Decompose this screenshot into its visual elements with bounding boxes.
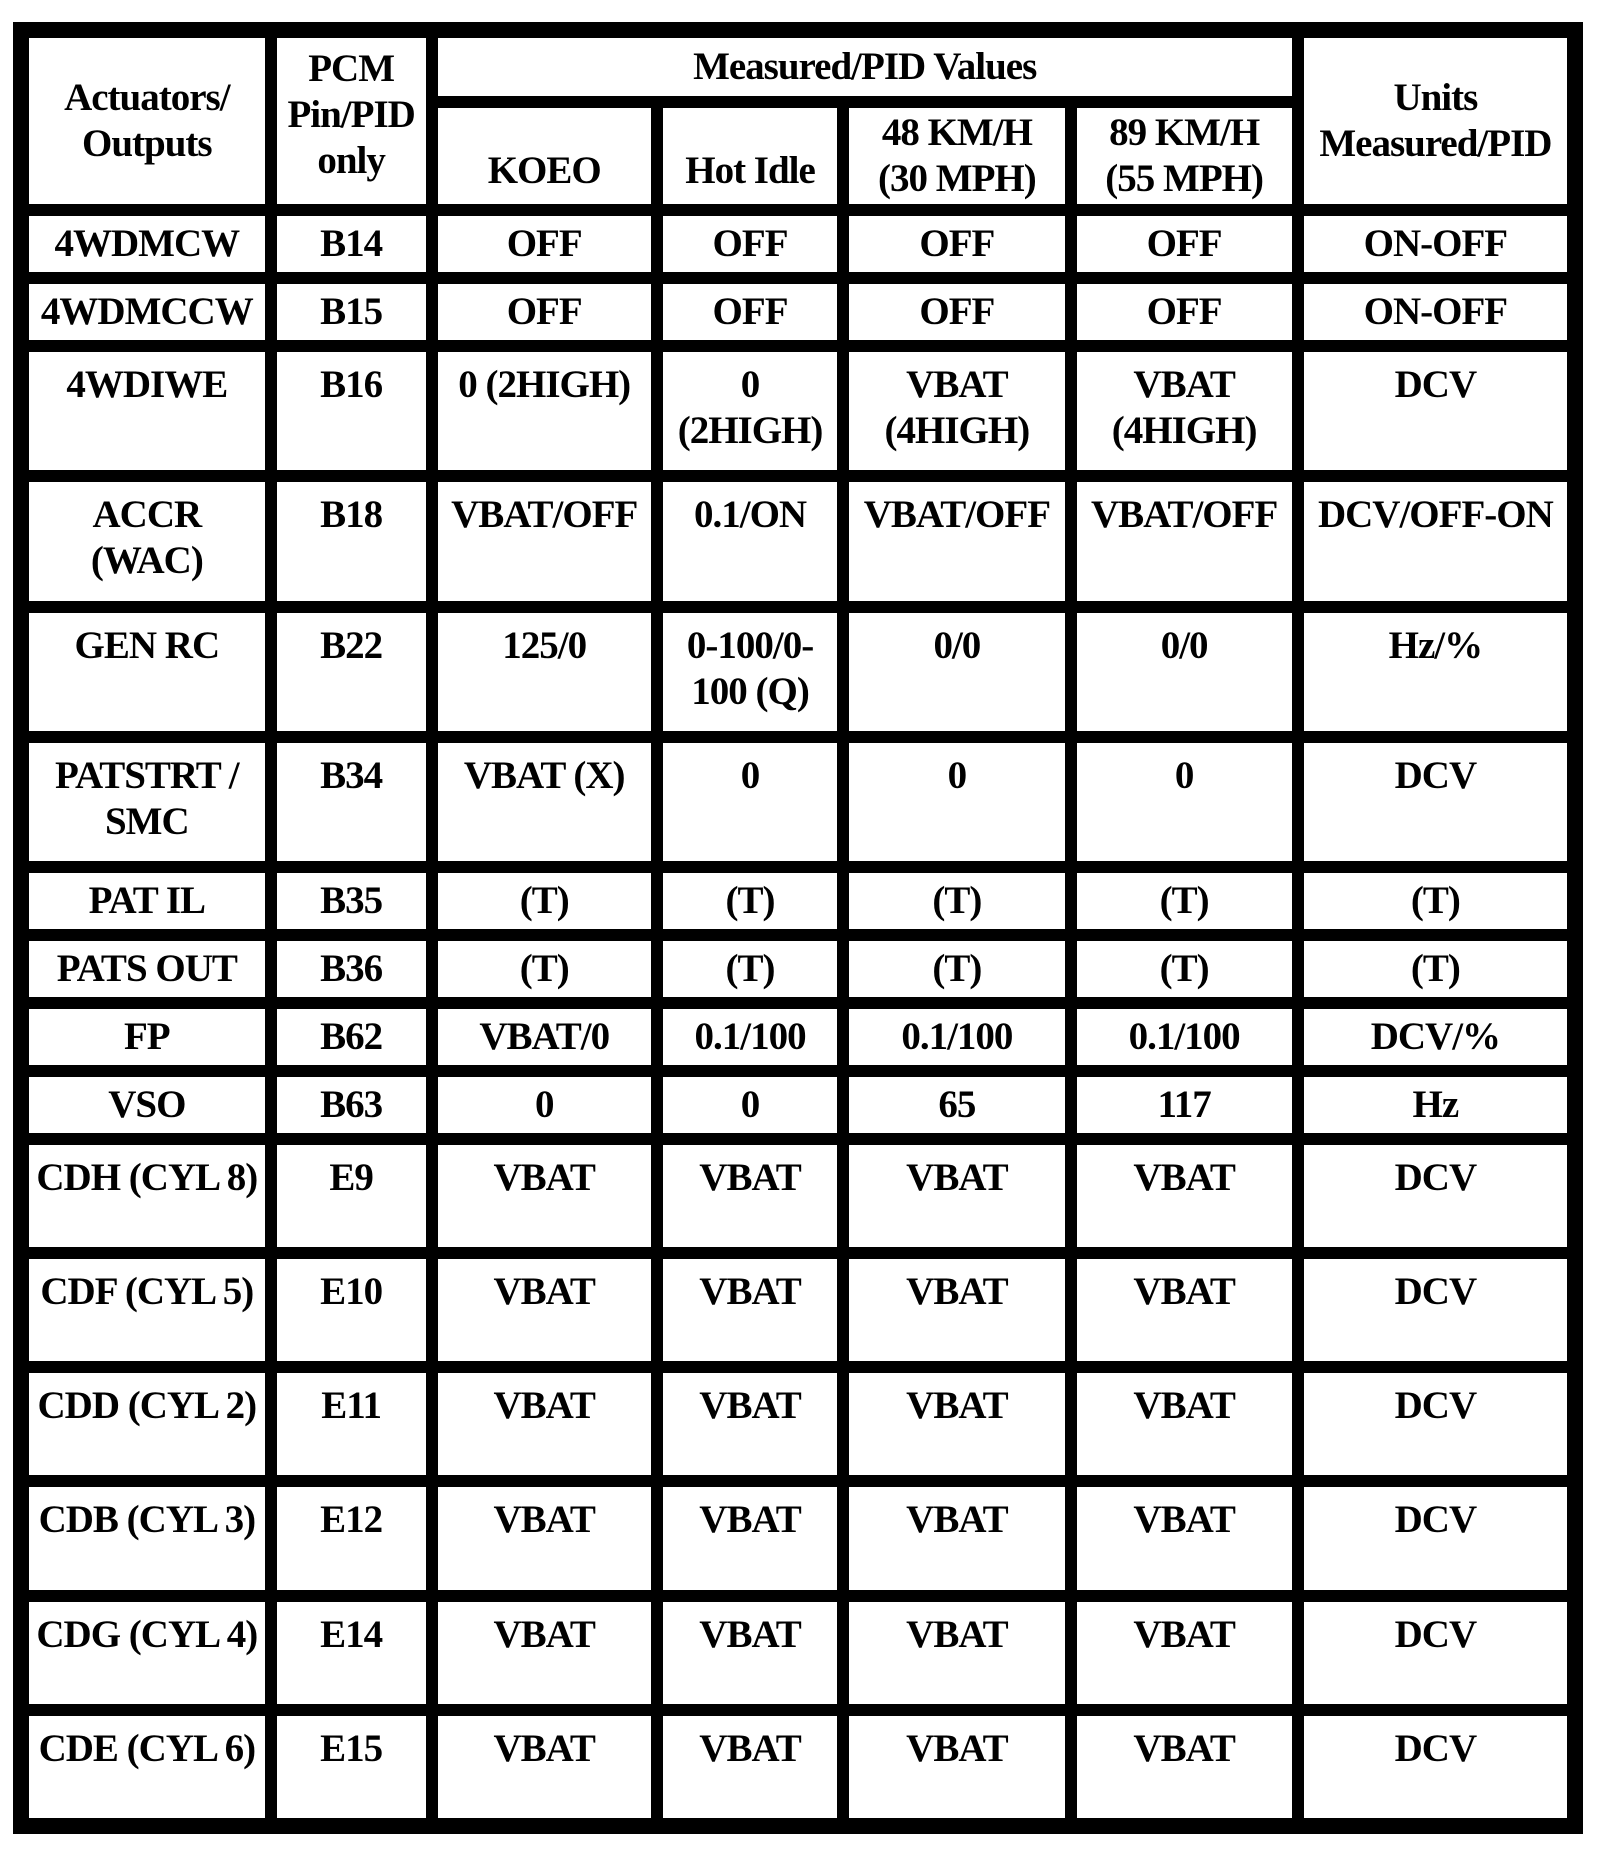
cell-89-kmh: (T)	[1075, 871, 1294, 931]
cell-units: Hz	[1302, 1075, 1569, 1135]
cell-pin: B14	[275, 214, 428, 274]
cell-pin: B62	[275, 1007, 428, 1067]
table-row	[27, 1007, 1569, 1067]
cell-units: DCV	[1302, 1143, 1569, 1249]
header-48-kmh: 48 KM/H (30 MPH)	[847, 106, 1066, 206]
cell-actuator: CDE (CYL 6)	[27, 1714, 267, 1820]
header-pin: PCM Pin/PID only	[275, 36, 428, 206]
table-row	[27, 214, 1569, 274]
cell-48-kmh: VBAT	[847, 1371, 1066, 1477]
cell-pin: B34	[275, 741, 428, 863]
cell-89-kmh: VBAT (4HIGH)	[1075, 350, 1294, 472]
cell-89-kmh: 0.1/100	[1075, 1007, 1294, 1067]
cell-pin: E10	[275, 1257, 428, 1363]
cell-pin: E14	[275, 1600, 428, 1706]
cell-48-kmh: 0	[847, 741, 1066, 863]
cell-hot-idle: 0-100/0-100 (Q)	[661, 611, 839, 733]
cell-koeo: 125/0	[436, 611, 653, 733]
cell-units: ON-OFF	[1302, 214, 1569, 274]
table-row	[27, 939, 1569, 999]
cell-hot-idle: (T)	[661, 939, 839, 999]
cell-hot-idle: 0	[661, 741, 839, 863]
cell-48-kmh: VBAT	[847, 1485, 1066, 1591]
cell-hot-idle: OFF	[661, 282, 839, 342]
cell-actuator: FP	[27, 1007, 267, 1067]
cell-48-kmh: 65	[847, 1075, 1066, 1135]
cell-units: DCV	[1302, 350, 1569, 472]
cell-89-kmh: 0/0	[1075, 611, 1294, 733]
cell-hot-idle: VBAT	[661, 1600, 839, 1706]
cell-89-kmh: OFF	[1075, 282, 1294, 342]
cell-89-kmh: OFF	[1075, 214, 1294, 274]
cell-pin: B35	[275, 871, 428, 931]
cell-hot-idle: VBAT	[661, 1714, 839, 1820]
cell-hot-idle: 0	[661, 1075, 839, 1135]
pcm-values-table-frame	[13, 22, 1583, 1834]
cell-actuator: 4WDMCW	[27, 214, 267, 274]
cell-pin: B16	[275, 350, 428, 472]
table-row	[27, 1257, 1569, 1363]
cell-koeo: (T)	[436, 939, 653, 999]
cell-actuator: CDB (CYL 3)	[27, 1485, 267, 1591]
cell-hot-idle: 0.1/ON	[661, 480, 839, 602]
cell-pin: B36	[275, 939, 428, 999]
table-row	[27, 1600, 1569, 1706]
cell-units: DCV	[1302, 741, 1569, 863]
table-row	[27, 1075, 1569, 1135]
cell-units: DCV	[1302, 1257, 1569, 1363]
table-row	[27, 350, 1569, 472]
pcm-values-table	[19, 28, 1577, 1828]
cell-pin: B22	[275, 611, 428, 733]
cell-48-kmh: VBAT	[847, 1143, 1066, 1249]
cell-hot-idle: 0.1/100	[661, 1007, 839, 1067]
cell-hot-idle: VBAT	[661, 1143, 839, 1249]
cell-koeo: VBAT	[436, 1371, 653, 1477]
header-measured-values: Measured/PID Values	[436, 36, 1294, 98]
cell-actuator: CDG (CYL 4)	[27, 1600, 267, 1706]
cell-48-kmh: (T)	[847, 939, 1066, 999]
cell-48-kmh: (T)	[847, 871, 1066, 931]
cell-units: DCV	[1302, 1600, 1569, 1706]
cell-89-kmh: VBAT	[1075, 1143, 1294, 1249]
cell-units: ON-OFF	[1302, 282, 1569, 342]
cell-48-kmh: VBAT/OFF	[847, 480, 1066, 602]
cell-actuator: VSO	[27, 1075, 267, 1135]
cell-actuator: ACCR (WAC)	[27, 480, 267, 602]
cell-actuator: CDD (CYL 2)	[27, 1371, 267, 1477]
cell-units: (T)	[1302, 939, 1569, 999]
cell-89-kmh: VBAT	[1075, 1600, 1294, 1706]
cell-units: DCV/%	[1302, 1007, 1569, 1067]
cell-hot-idle: OFF	[661, 214, 839, 274]
cell-koeo: VBAT	[436, 1714, 653, 1820]
cell-koeo: VBAT (X)	[436, 741, 653, 863]
cell-48-kmh: OFF	[847, 282, 1066, 342]
cell-hot-idle: (T)	[661, 871, 839, 931]
cell-pin: B63	[275, 1075, 428, 1135]
cell-48-kmh: 0/0	[847, 611, 1066, 733]
cell-pin: E15	[275, 1714, 428, 1820]
cell-units: DCV	[1302, 1371, 1569, 1477]
cell-89-kmh: (T)	[1075, 939, 1294, 999]
cell-koeo: VBAT	[436, 1143, 653, 1249]
cell-units: DCV/OFF-ON	[1302, 480, 1569, 602]
header-actuators: Actuators/ Outputs	[27, 36, 267, 206]
table-row	[27, 741, 1569, 863]
cell-actuator: PATS OUT	[27, 939, 267, 999]
cell-48-kmh: 0.1/100	[847, 1007, 1066, 1067]
cell-hot-idle: 0 (2HIGH)	[661, 350, 839, 472]
cell-koeo: VBAT	[436, 1485, 653, 1591]
cell-actuator: CDF (CYL 5)	[27, 1257, 267, 1363]
cell-89-kmh: VBAT	[1075, 1371, 1294, 1477]
cell-pin: E9	[275, 1143, 428, 1249]
cell-hot-idle: VBAT	[661, 1485, 839, 1591]
cell-89-kmh: VBAT	[1075, 1257, 1294, 1363]
cell-89-kmh: VBAT	[1075, 1714, 1294, 1820]
cell-koeo: VBAT	[436, 1257, 653, 1363]
cell-koeo: VBAT	[436, 1600, 653, 1706]
header-hot-idle: Hot Idle	[661, 106, 839, 206]
cell-koeo: (T)	[436, 871, 653, 931]
table-row	[27, 1143, 1569, 1249]
cell-89-kmh: 117	[1075, 1075, 1294, 1135]
cell-actuator: CDH (CYL 8)	[27, 1143, 267, 1249]
cell-hot-idle: VBAT	[661, 1371, 839, 1477]
cell-actuator: PATSTRT / SMC	[27, 741, 267, 863]
cell-units: (T)	[1302, 871, 1569, 931]
cell-48-kmh: VBAT	[847, 1257, 1066, 1363]
cell-pin: B18	[275, 480, 428, 602]
cell-koeo: 0	[436, 1075, 653, 1135]
cell-48-kmh: VBAT	[847, 1600, 1066, 1706]
cell-koeo: 0 (2HIGH)	[436, 350, 653, 472]
table-row	[27, 282, 1569, 342]
cell-48-kmh: VBAT	[847, 1714, 1066, 1820]
cell-koeo: VBAT/OFF	[436, 480, 653, 602]
cell-actuator: 4WDIWE	[27, 350, 267, 472]
cell-actuator: PAT IL	[27, 871, 267, 931]
table-row	[27, 611, 1569, 733]
cell-89-kmh: VBAT	[1075, 1485, 1294, 1591]
cell-48-kmh: OFF	[847, 214, 1066, 274]
cell-actuator: 4WDMCCW	[27, 282, 267, 342]
table-row	[27, 1371, 1569, 1477]
cell-pin: E11	[275, 1371, 428, 1477]
cell-units: Hz/%	[1302, 611, 1569, 733]
cell-units: DCV	[1302, 1714, 1569, 1820]
table-row	[27, 1714, 1569, 1820]
cell-koeo: VBAT/0	[436, 1007, 653, 1067]
cell-hot-idle: VBAT	[661, 1257, 839, 1363]
cell-89-kmh: 0	[1075, 741, 1294, 863]
cell-89-kmh: VBAT/OFF	[1075, 480, 1294, 602]
cell-koeo: OFF	[436, 214, 653, 274]
cell-koeo: OFF	[436, 282, 653, 342]
cell-pin: B15	[275, 282, 428, 342]
header-units: Units Measured/PID	[1302, 36, 1569, 206]
cell-48-kmh: VBAT (4HIGH)	[847, 350, 1066, 472]
table-row	[27, 871, 1569, 931]
header-89-kmh: 89 KM/H (55 MPH)	[1075, 106, 1294, 206]
cell-actuator: GEN RC	[27, 611, 267, 733]
cell-units: DCV	[1302, 1485, 1569, 1591]
cell-pin: E12	[275, 1485, 428, 1591]
header-koeo: KOEO	[436, 106, 653, 206]
table-row	[27, 480, 1569, 602]
table-row	[27, 1485, 1569, 1591]
